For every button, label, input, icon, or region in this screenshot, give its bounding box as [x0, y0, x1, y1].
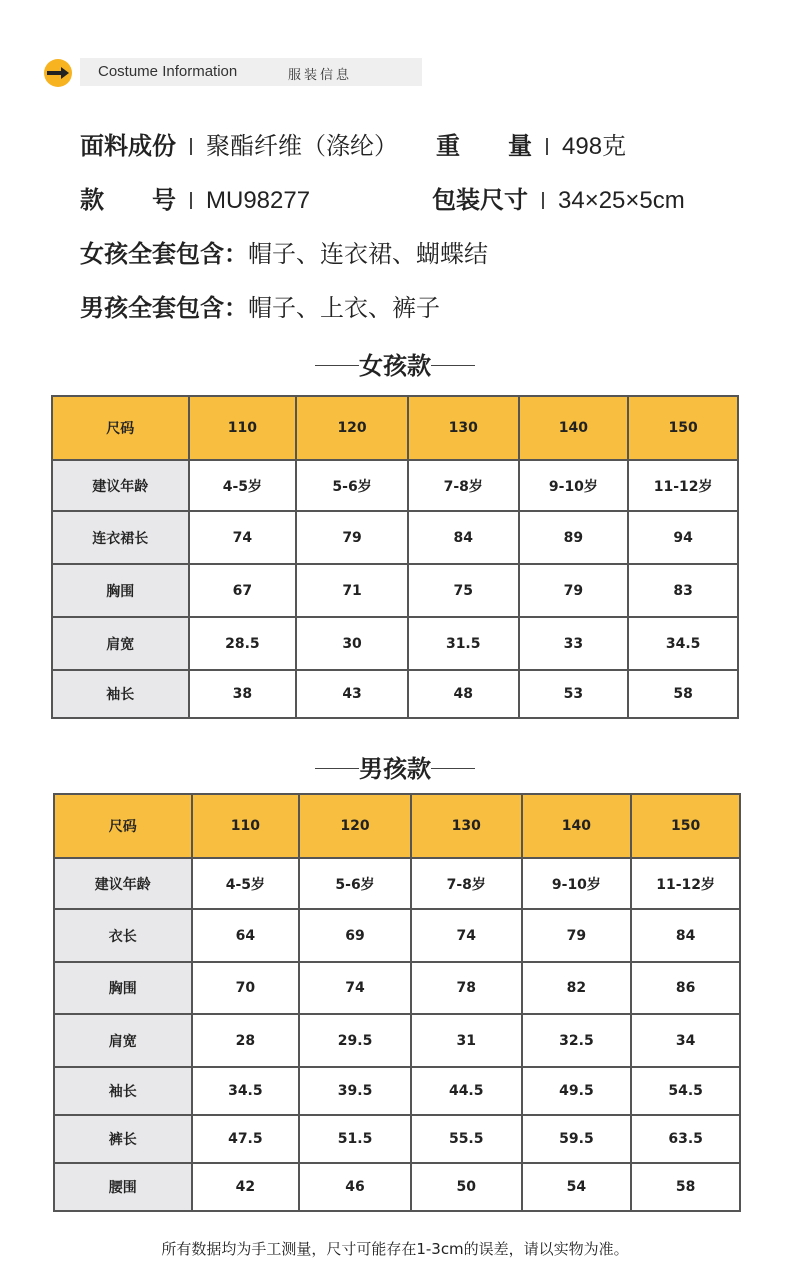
table-cell: 84 — [408, 511, 519, 564]
table-cell: 89 — [519, 511, 629, 564]
table-row — [54, 909, 740, 962]
table-cell: 4-5岁 — [192, 858, 300, 909]
table-cell: 44.5 — [411, 1067, 522, 1115]
row-label-cell: 肩宽 — [54, 1014, 192, 1067]
table-cell: 47.5 — [192, 1115, 300, 1163]
divider — [315, 768, 359, 769]
fabric-value: 聚酯纤维（涤纶） — [206, 133, 398, 160]
size-header-cell: 120 — [299, 794, 411, 858]
table-header-row — [52, 396, 738, 460]
table-cell: 11-12岁 — [628, 460, 738, 511]
size-header-cell: 140 — [522, 794, 632, 858]
row-label-cell: 建议年龄 — [54, 858, 192, 909]
boys-title: 男孩款 — [359, 755, 431, 783]
table-row — [54, 1014, 740, 1067]
table-cell: 33 — [519, 617, 629, 670]
table-row — [52, 511, 738, 564]
fabric-label: 面料成份 — [80, 132, 176, 160]
girl-set-row — [80, 234, 488, 269]
header-title-zh: 服装信息 — [288, 68, 353, 83]
boy-set-label: 男孩全套包含： — [80, 294, 248, 322]
table-cell: 5-6岁 — [299, 858, 411, 909]
table-cell: 28.5 — [189, 617, 297, 670]
row-label-cell: 裤长 — [54, 1115, 192, 1163]
table-cell: 58 — [628, 670, 738, 718]
table-cell: 7-8岁 — [408, 460, 519, 511]
table-row — [54, 1163, 740, 1211]
table-cell: 71 — [296, 564, 408, 617]
row-label-cell: 肩宽 — [52, 617, 189, 670]
table-row — [54, 1115, 740, 1163]
weight-label: 重 量 — [436, 132, 532, 160]
table-cell: 64 — [192, 909, 300, 962]
table-cell: 74 — [189, 511, 297, 564]
girl-set-label: 女孩全套包含： — [80, 240, 248, 268]
table-cell: 86 — [631, 962, 740, 1014]
table-cell: 42 — [192, 1163, 300, 1211]
fabric-row — [80, 126, 398, 161]
girls-section-title — [0, 346, 790, 381]
style-label: 款 号 — [80, 186, 176, 214]
row-label-cell: 建议年龄 — [52, 460, 189, 511]
table-cell: 48 — [408, 670, 519, 718]
size-header-cell: 150 — [631, 794, 740, 858]
table-cell: 50 — [411, 1163, 522, 1211]
row-label-cell: 袖长 — [52, 670, 189, 718]
boys-section-title — [0, 749, 790, 784]
table-cell: 79 — [296, 511, 408, 564]
table-cell: 7-8岁 — [411, 858, 522, 909]
table-cell: 51.5 — [299, 1115, 411, 1163]
row-label-cell: 袖长 — [54, 1067, 192, 1115]
table-cell: 70 — [192, 962, 300, 1014]
row-label-cell: 衣长 — [54, 909, 192, 962]
table-cell: 59.5 — [522, 1115, 632, 1163]
footnote: 所有数据均为手工测量，尺寸可能存在1-3cm的误差，请以实物为准。 — [161, 1240, 629, 1258]
table-cell: 29.5 — [299, 1014, 411, 1067]
table-cell: 69 — [299, 909, 411, 962]
table-cell: 38 — [189, 670, 297, 718]
table-cell: 63.5 — [631, 1115, 740, 1163]
table-row — [54, 858, 740, 909]
table-cell: 32.5 — [522, 1014, 632, 1067]
row-label-cell: 胸围 — [54, 962, 192, 1014]
divider — [431, 365, 475, 366]
table-row — [52, 564, 738, 617]
table-row — [54, 962, 740, 1014]
table-cell: 83 — [628, 564, 738, 617]
table-row — [52, 617, 738, 670]
package-row — [432, 180, 685, 215]
table-cell: 79 — [522, 909, 632, 962]
separator — [542, 192, 544, 209]
table-cell: 54.5 — [631, 1067, 740, 1115]
size-header-label: 尺码 — [54, 794, 192, 858]
table-cell: 30 — [296, 617, 408, 670]
table-cell: 46 — [299, 1163, 411, 1211]
table-cell: 94 — [628, 511, 738, 564]
table-row — [52, 670, 738, 718]
header-title-en: Costume Information — [98, 63, 238, 80]
size-header-cell: 110 — [192, 794, 300, 858]
table-cell: 75 — [408, 564, 519, 617]
size-header-cell: 140 — [519, 396, 629, 460]
table-cell: 11-12岁 — [631, 858, 740, 909]
table-cell: 43 — [296, 670, 408, 718]
table-cell: 67 — [189, 564, 297, 617]
table-cell: 58 — [631, 1163, 740, 1211]
table-cell: 39.5 — [299, 1067, 411, 1115]
table-cell: 5-6岁 — [296, 460, 408, 511]
table-cell: 84 — [631, 909, 740, 962]
size-header-cell: 130 — [411, 794, 522, 858]
row-label-cell: 连衣裙长 — [52, 511, 189, 564]
table-cell: 53 — [519, 670, 629, 718]
weight-row — [436, 126, 626, 161]
boys-size-table — [53, 793, 741, 1212]
separator — [546, 138, 548, 155]
table-cell: 34 — [631, 1014, 740, 1067]
style-row — [80, 180, 310, 215]
size-header-label: 尺码 — [52, 396, 189, 460]
table-cell: 55.5 — [411, 1115, 522, 1163]
divider — [315, 365, 359, 366]
row-label-cell: 腰围 — [54, 1163, 192, 1211]
weight-value: 498克 — [562, 133, 627, 160]
table-cell: 9-10岁 — [522, 858, 632, 909]
table-cell: 74 — [299, 962, 411, 1014]
table-cell: 31 — [411, 1014, 522, 1067]
table-header-row — [54, 794, 740, 858]
size-header-cell: 150 — [628, 396, 738, 460]
table-cell: 9-10岁 — [519, 460, 629, 511]
boy-set-row — [80, 288, 440, 323]
table-cell: 34.5 — [628, 617, 738, 670]
header-bar — [80, 58, 422, 86]
table-row — [54, 1067, 740, 1115]
separator — [190, 192, 192, 209]
table-row — [52, 460, 738, 511]
separator — [190, 138, 192, 155]
table-cell: 4-5岁 — [189, 460, 297, 511]
size-header-cell: 120 — [296, 396, 408, 460]
girl-set-value: 帽子、连衣裙、蝴蝶结 — [248, 241, 488, 268]
table-cell: 54 — [522, 1163, 632, 1211]
girls-size-table — [51, 395, 739, 719]
style-value: MU98277 — [206, 187, 311, 214]
boy-set-value: 帽子、上衣、裤子 — [248, 295, 440, 322]
table-cell: 79 — [519, 564, 629, 617]
table-cell: 28 — [192, 1014, 300, 1067]
table-cell: 78 — [411, 962, 522, 1014]
girls-title: 女孩款 — [359, 352, 431, 380]
package-label: 包装尺寸 — [432, 186, 528, 214]
size-header-cell: 130 — [408, 396, 519, 460]
table-cell: 49.5 — [522, 1067, 632, 1115]
table-cell: 82 — [522, 962, 632, 1014]
size-header-cell: 110 — [189, 396, 297, 460]
table-cell: 34.5 — [192, 1067, 300, 1115]
package-value: 34×25×5cm — [558, 187, 685, 214]
table-cell: 74 — [411, 909, 522, 962]
table-cell: 31.5 — [408, 617, 519, 670]
arrow-right-icon — [44, 59, 72, 87]
section-header — [44, 58, 384, 86]
divider — [431, 768, 475, 769]
row-label-cell: 胸围 — [52, 564, 189, 617]
